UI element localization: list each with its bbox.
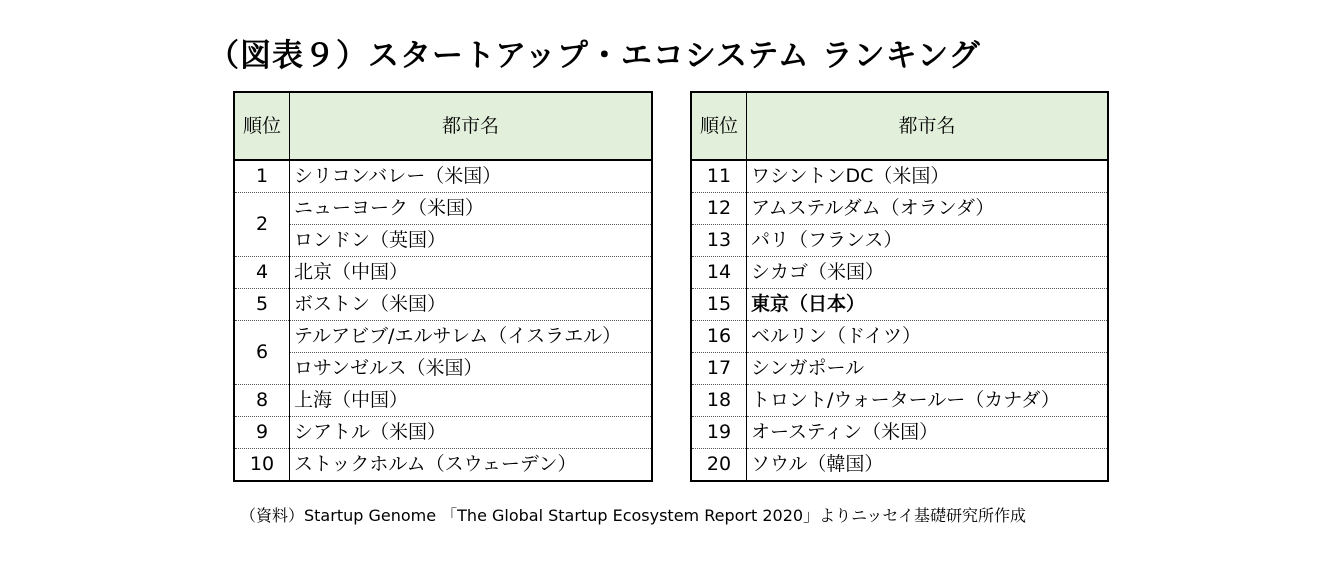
city-cell: シアトル（米国） bbox=[290, 417, 653, 449]
city-cell: ロンドン（英国） bbox=[290, 225, 653, 257]
table-row bbox=[691, 353, 1108, 385]
rank-cell: 16 bbox=[691, 321, 747, 353]
table-row bbox=[234, 417, 652, 449]
city-cell: パリ（フランス） bbox=[747, 225, 1109, 257]
rank-cell: 1 bbox=[234, 160, 290, 193]
city-cell: オースティン（米国） bbox=[747, 417, 1109, 449]
header-rank: 順位 bbox=[234, 92, 290, 160]
figure-title: （図表９）スタートアップ・エコシステム ランキング bbox=[208, 38, 981, 74]
city-cell: トロント/ウォータールー（カナダ） bbox=[747, 385, 1109, 417]
rank-cell: 15 bbox=[691, 289, 747, 321]
ranking-table-right bbox=[690, 91, 1109, 482]
table-row bbox=[234, 449, 652, 482]
table-row bbox=[691, 385, 1108, 417]
city-cell: ニューヨーク（米国） bbox=[290, 193, 653, 225]
header-rank: 順位 bbox=[691, 92, 747, 160]
rank-cell: 20 bbox=[691, 449, 747, 482]
rank-cell: 6 bbox=[234, 321, 290, 385]
rank-cell: 8 bbox=[234, 385, 290, 417]
city-cell: ストックホルム（スウェーデン） bbox=[290, 449, 653, 482]
table-row bbox=[234, 225, 652, 257]
table-row bbox=[691, 193, 1108, 225]
rank-cell: 14 bbox=[691, 257, 747, 289]
city-cell: シカゴ（米国） bbox=[747, 257, 1109, 289]
rank-cell: 19 bbox=[691, 417, 747, 449]
table-row bbox=[234, 193, 652, 225]
rank-cell: 5 bbox=[234, 289, 290, 321]
header-city: 都市名 bbox=[747, 92, 1109, 160]
table-row bbox=[691, 321, 1108, 353]
city-cell: シンガポール bbox=[747, 353, 1109, 385]
table-row bbox=[691, 417, 1108, 449]
city-cell: シリコンバレー（米国） bbox=[290, 160, 653, 193]
ranking-table-left bbox=[233, 91, 653, 482]
rank-cell: 11 bbox=[691, 160, 747, 193]
city-cell: ロサンゼルス（米国） bbox=[290, 353, 653, 385]
table-row bbox=[234, 160, 652, 193]
rank-cell: 12 bbox=[691, 193, 747, 225]
table-row bbox=[691, 449, 1108, 482]
city-cell: アムステルダム（オランダ） bbox=[747, 193, 1109, 225]
city-cell: ボストン（米国） bbox=[290, 289, 653, 321]
header-city: 都市名 bbox=[290, 92, 653, 160]
city-cell: ソウル（韓国） bbox=[747, 449, 1109, 482]
city-cell: 北京（中国） bbox=[290, 257, 653, 289]
rank-cell: 18 bbox=[691, 385, 747, 417]
city-cell: ベルリン（ドイツ） bbox=[747, 321, 1109, 353]
rank-cell: 10 bbox=[234, 449, 290, 482]
city-cell: 東京（日本） bbox=[747, 289, 1109, 321]
rank-cell: 4 bbox=[234, 257, 290, 289]
table-row bbox=[691, 289, 1108, 321]
table-row bbox=[234, 289, 652, 321]
table-row bbox=[691, 160, 1108, 193]
rank-cell: 2 bbox=[234, 193, 290, 257]
table-row bbox=[234, 353, 652, 385]
table-row bbox=[691, 225, 1108, 257]
table-header-row bbox=[234, 92, 652, 160]
table-row bbox=[691, 257, 1108, 289]
table-row bbox=[234, 321, 652, 353]
city-cell: ワシントンDC（米国） bbox=[747, 160, 1109, 193]
rank-cell: 9 bbox=[234, 417, 290, 449]
city-cell: テルアビブ/エルサレム（イスラエル） bbox=[290, 321, 653, 353]
table-header-row bbox=[691, 92, 1108, 160]
source-note: （資料）Startup Genome 「The Global Startup Ecosystem Report 2020」よりニッセイ基礎研究所作成 bbox=[240, 506, 1026, 525]
city-cell: 上海（中国） bbox=[290, 385, 653, 417]
table-row bbox=[234, 257, 652, 289]
table-row bbox=[234, 385, 652, 417]
rank-cell: 17 bbox=[691, 353, 747, 385]
rank-cell: 13 bbox=[691, 225, 747, 257]
